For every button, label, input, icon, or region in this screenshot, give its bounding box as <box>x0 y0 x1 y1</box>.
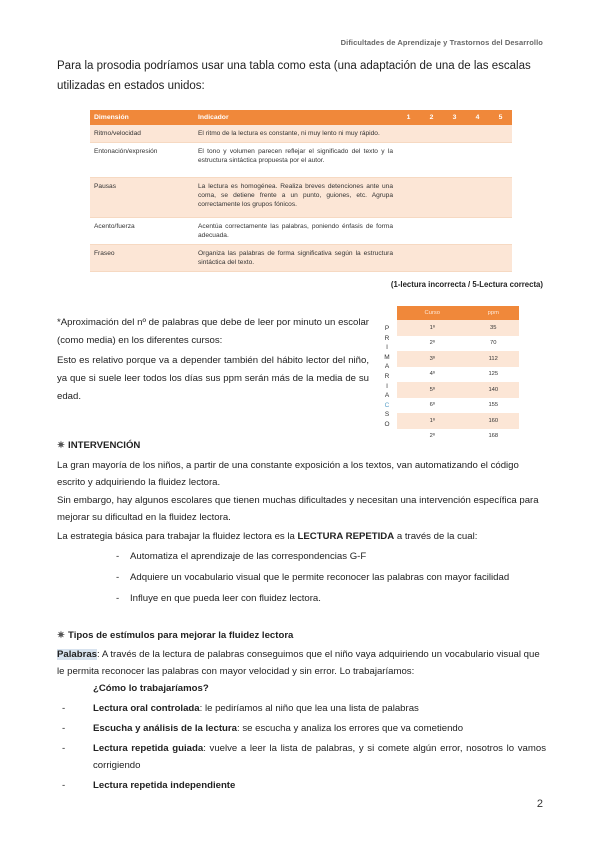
list-item-text <box>93 777 546 794</box>
ppm-cell: 70 <box>468 336 519 352</box>
curso-cell: 2º <box>397 429 468 445</box>
ppm-cell: 125 <box>468 367 519 383</box>
vertical-letter: R <box>384 334 390 342</box>
question-heading: ¿Cómo lo trabajaríamos? <box>93 683 209 694</box>
dash-bullet: - <box>62 723 66 734</box>
ppm-header-row <box>397 306 519 320</box>
vertical-letter: I <box>386 344 388 352</box>
prosody-header-score-1: 1 <box>397 110 420 125</box>
dimension-cell: Acento/fuerza <box>90 218 194 245</box>
table-row <box>397 398 519 414</box>
vertical-letter: R <box>384 372 390 380</box>
list-item <box>62 720 546 737</box>
vertical-label-primaria <box>382 324 392 430</box>
table-row <box>397 429 519 445</box>
item-text: : se escucha y analiza los errores que va cometiendo <box>236 723 464 734</box>
lectura-repetida-emphasis: LECTURA REPETIDA <box>297 531 395 542</box>
ppm-cell: 112 <box>468 351 519 367</box>
score-cell <box>466 245 489 272</box>
curso-cell: 1º <box>397 320 468 336</box>
dimension-cell: Entonación/expresión <box>90 143 194 178</box>
scale-note: (1-lectura incorrecta / 5-Lectura correcta) <box>390 280 543 289</box>
indicator-cell: El ritmo de la lectura es constante, ni muy lento ni muy rápido. <box>194 125 397 143</box>
score-cell <box>443 178 466 218</box>
palabras-paragraph <box>57 646 545 680</box>
approx-text <box>57 314 369 408</box>
indicator-cell: La lectura es homogénea. Realiza breves detenciones ante una coma, se detiene frente a un punto, guiones, etc. Agrupa correctamente los grupos fónicos. <box>194 178 397 218</box>
item-bold: Lectura oral controlada <box>93 703 200 714</box>
dash-bullet: - <box>116 593 120 604</box>
list-item-text: Influye en que pueda leer con fluidez lectora. <box>130 593 321 604</box>
score-cell <box>443 143 466 178</box>
prosody-header-indicator: Indicador <box>194 110 397 125</box>
prosody-header-score-3: 3 <box>443 110 466 125</box>
ppm-header-curso: Curso <box>397 306 468 320</box>
tipos-list <box>62 700 546 797</box>
score-cell <box>420 125 443 143</box>
curso-cell: 5º <box>397 382 468 398</box>
indicator-cell: Organiza las palabras de forma significativa según la estructura sintáctica del texto. <box>194 245 397 272</box>
tipos-heading <box>57 630 293 641</box>
curso-cell: 2º <box>397 336 468 352</box>
vertical-letter: C <box>384 401 390 409</box>
p3-post: a través de la cual: <box>394 531 478 542</box>
dimension-cell: Ritmo/velocidad <box>90 125 194 143</box>
dash-bullet: - <box>116 551 120 562</box>
approx-paragraph-1: *Aproximación del nº de palabras que debe de leer por minuto un escolar (como media) en los diferentes cursos: <box>57 317 369 346</box>
ppm-cell: 155 <box>468 398 519 414</box>
table-row <box>90 218 512 245</box>
table-row <box>90 125 512 143</box>
vertical-letter: S <box>384 411 390 419</box>
score-cell <box>466 218 489 245</box>
curso-cell: 4º <box>397 367 468 383</box>
list-item-text <box>93 700 546 717</box>
table-row <box>90 143 512 178</box>
prosody-table <box>90 110 512 272</box>
item-bold: Lectura repetida guiada <box>93 743 204 754</box>
intervencion-list <box>116 546 546 609</box>
table-row <box>397 367 519 383</box>
score-cell <box>397 125 420 143</box>
curso-cell: 6º <box>397 398 468 414</box>
dash-bullet: - <box>62 780 66 791</box>
curso-cell: 3º <box>397 351 468 367</box>
item-text: : le pediríamos al niño que lea una lista de palabras <box>199 703 419 714</box>
prosody-header-dimension: Dimensión <box>90 110 194 125</box>
intervencion-paragraph-3 <box>57 528 545 545</box>
vertical-letter: I <box>386 382 388 390</box>
prosody-header-row <box>90 110 512 125</box>
vertical-letter: A <box>384 363 390 371</box>
intervencion-title: INTERVENCIÓN <box>68 440 141 451</box>
list-item <box>116 567 546 588</box>
list-item-text: Adquiere un vocabulario visual que le permite reconocer las palabras con mayor facilidad <box>130 572 510 583</box>
list-item <box>62 700 546 717</box>
prosody-header-score-2: 2 <box>420 110 443 125</box>
ppm-cell: 140 <box>468 382 519 398</box>
vertical-letter: A <box>384 392 390 400</box>
score-cell <box>443 125 466 143</box>
score-cell <box>397 178 420 218</box>
score-cell <box>443 218 466 245</box>
table-row <box>90 178 512 218</box>
curso-cell: 1º <box>397 413 468 429</box>
item-bold: Escucha y análisis de la lectura <box>93 723 237 734</box>
dash-bullet: - <box>116 572 120 583</box>
score-cell <box>489 125 512 143</box>
score-cell <box>466 178 489 218</box>
palabras-label: Palabras <box>57 649 98 660</box>
item-bold: Lectura repetida independiente <box>93 780 236 791</box>
table-row <box>397 382 519 398</box>
approx-paragraph-2: Esto es relativo porque va a depender también del hábito lector del niño, ya que si suele leer todos los días sus ppm serán más de la media de su edad. <box>57 355 369 402</box>
table-row <box>397 413 519 429</box>
dimension-cell: Fraseo <box>90 245 194 272</box>
score-cell <box>489 218 512 245</box>
page-number: 2 <box>536 798 543 810</box>
score-cell <box>420 143 443 178</box>
list-item <box>62 740 546 774</box>
score-cell <box>489 143 512 178</box>
table-row <box>90 245 512 272</box>
list-item-text <box>93 740 546 774</box>
prosody-header-score-5: 5 <box>489 110 512 125</box>
indicator-cell: Acentúa correctamente las palabras, poniendo énfasis de forma adecuada. <box>194 218 397 245</box>
indicator-cell: El tono y volumen parecen reflejar el significado del texto y la estructura sintáctica propuesta por el autor. <box>194 143 397 178</box>
list-item <box>116 588 546 609</box>
score-cell <box>489 178 512 218</box>
tipos-title: Tipos de estímulos para mejorar la fluidez lectora <box>68 630 294 641</box>
ppm-header-ppm: ppm <box>468 306 519 320</box>
ppm-table <box>397 306 519 444</box>
intervencion-heading <box>57 440 140 451</box>
list-item <box>116 546 546 567</box>
ppm-cell: 35 <box>468 320 519 336</box>
star-bullet-icon: ✷ <box>57 630 66 641</box>
list-item-text <box>93 720 546 737</box>
intervencion-paragraph-2: Sin embargo, hay algunos escolares que tienen muchas dificultades y necesitan una intervención específica para mejorar su dificultad en la fluidez lectora. <box>57 495 539 523</box>
score-cell <box>489 245 512 272</box>
p3-pre: La estrategia básica para trabajar la fluidez lectora es la <box>57 531 298 542</box>
score-cell <box>397 245 420 272</box>
score-cell <box>397 143 420 178</box>
score-cell <box>420 178 443 218</box>
item-text: : vuelve a leer la lista de palabras, y si comete algún error, nosotros lo vamos corrigiendo <box>93 743 546 771</box>
ppm-cell: 168 <box>468 429 519 445</box>
table-row <box>397 320 519 336</box>
dimension-cell: Pausas <box>90 178 194 218</box>
score-cell <box>420 245 443 272</box>
prosody-header-score-4: 4 <box>466 110 489 125</box>
score-cell <box>397 218 420 245</box>
table-row <box>397 351 519 367</box>
table-row <box>397 336 519 352</box>
intro-paragraph: Para la prosodia podríamos usar una tabla como esta (una adaptación de una de las escalas utilizadas en estados unidos: <box>57 60 531 92</box>
dash-bullet: - <box>62 703 66 714</box>
dash-bullet: - <box>62 743 66 754</box>
score-cell <box>466 125 489 143</box>
list-item <box>62 777 546 794</box>
list-item-text: Automatiza el aprendizaje de las correspondencias G-F <box>130 551 367 562</box>
vertical-letter: M <box>384 353 390 361</box>
ppm-cell: 160 <box>468 413 519 429</box>
score-cell <box>420 218 443 245</box>
score-cell <box>466 143 489 178</box>
intervencion-paragraph-1: La gran mayoría de los niños, a partir de una constante exposición a los textos, van automatizando el código escrito y adquiriendo la fluidez lectora. <box>57 460 519 488</box>
vertical-letter: O <box>384 420 390 428</box>
star-bullet-icon: ✷ <box>57 440 66 451</box>
vertical-letter: P <box>384 325 390 332</box>
palabras-text: : A través de la lectura de palabras conseguimos que el niño vaya adquiriendo un vocabulario visual que le permita reconocer las palabras con mayor velocidad y sin error. Lo trabajaríamos: <box>57 649 540 677</box>
score-cell <box>443 245 466 272</box>
page-header-title: Dificultades de Aprendizaje y Trastornos del Desarrollo <box>340 38 543 47</box>
